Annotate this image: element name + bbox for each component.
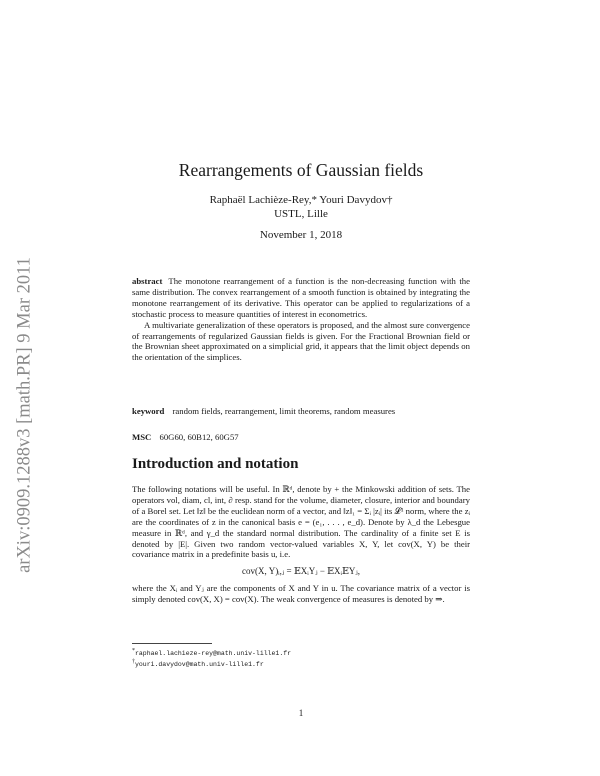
page-number: 1 xyxy=(298,708,304,718)
msc-text: 60G60, 60B12, 60G57 xyxy=(159,432,239,442)
author-names: Raphaël Lachièze-Rey,* Youri Davydov† xyxy=(209,194,393,206)
arxiv-stamp-text: arXiv:0909.1288v3 [math.PR] 9 Mar 2011 xyxy=(14,257,35,573)
footnote-1-text: raphael.lachieze-rey@math.univ-lille1.fr xyxy=(135,650,292,658)
section-title: Introduction and notation xyxy=(132,456,299,472)
arxiv-stamp xyxy=(8,205,42,625)
abstract-paragraph-2: A multivariate generalization of these operators is proposed, and the almost sure convergence of rearrangements of regularized Gaussian fields is given. For the Fractional Brownian field or the Brownian sheet approximated on a simplicial grid, it appears that the limit object depends on the orientation of the simplices. xyxy=(132,319,470,363)
footnotes xyxy=(132,643,470,669)
keywords xyxy=(132,406,470,416)
msc-codes xyxy=(132,432,470,442)
body-paragraph-1: The following notations will be useful. In ℝᵈ, denote by + the Minkowski addition of sets. The operators vol, diam, cl, int, ∂ resp. stand for the volume, diameter, closure, interior and boundary of a Borel set. Let ‖z‖ be the euclidean norm of a vector, and ‖z‖₁ = Σᵢ |zᵢ| its 𝓛¹ norm, where the zᵢ are the coordinates of z in the canonical basis e = (e₁, . . . , e_d). Denote by λ_d the Lebesgue measure in ℝᵈ, and γ_d the standard normal distribution. The cardinality of a finite set E is denoted by |E|. Given two random vector-valued variables X, Y, let cov(X, Y) be their covariance matrix in a predefinite basis u, i.e. xyxy=(132,484,470,560)
footnote-2 xyxy=(132,658,470,669)
covariance-equation: cov(X, Y)ᵢ,ⱼ = 𝔼XᵢYⱼ − 𝔼Xᵢ𝔼Yⱼ, xyxy=(242,566,360,577)
keywords-label: keyword xyxy=(132,406,165,416)
paper-title: Rearrangements of Gaussian fields xyxy=(178,160,424,180)
author-affiliation: USTL, Lille xyxy=(274,208,328,220)
abstract-label: abstract xyxy=(132,276,163,286)
paper-date: November 1, 2018 xyxy=(259,229,343,241)
abstract-paragraph-1: The monotone rearrangement of a function is the non-decreasing function with the same distribution. The convex rearrangement of a smooth function is obtained by integrating the monotone rearrangement of its derivative. This operator can be applied to regularizations of a stochastic process to measure quantities of interest in econometrics. xyxy=(132,276,470,319)
footnote-2-text: youri.davydov@math.univ-lille1.fr xyxy=(135,661,264,669)
footnote-1-mark: * xyxy=(132,648,135,654)
footnote-2-mark: † xyxy=(132,659,135,666)
footnote-rule xyxy=(132,643,212,644)
body-paragraph-2: where the Xᵢ and Yⱼ are the components of X and Y in u. The covariance matrix of a vector is simply denoted cov(X, X) = cov(X). The weak convergence of measures is denoted by ⇒. xyxy=(132,583,470,605)
section-body xyxy=(132,484,470,605)
footnote-1 xyxy=(132,647,470,658)
msc-label: MSC xyxy=(132,432,152,442)
keywords-text: random fields, rearrangement, limit theorems, random measures xyxy=(172,406,396,416)
authors-block xyxy=(132,193,470,221)
abstract xyxy=(132,276,470,363)
